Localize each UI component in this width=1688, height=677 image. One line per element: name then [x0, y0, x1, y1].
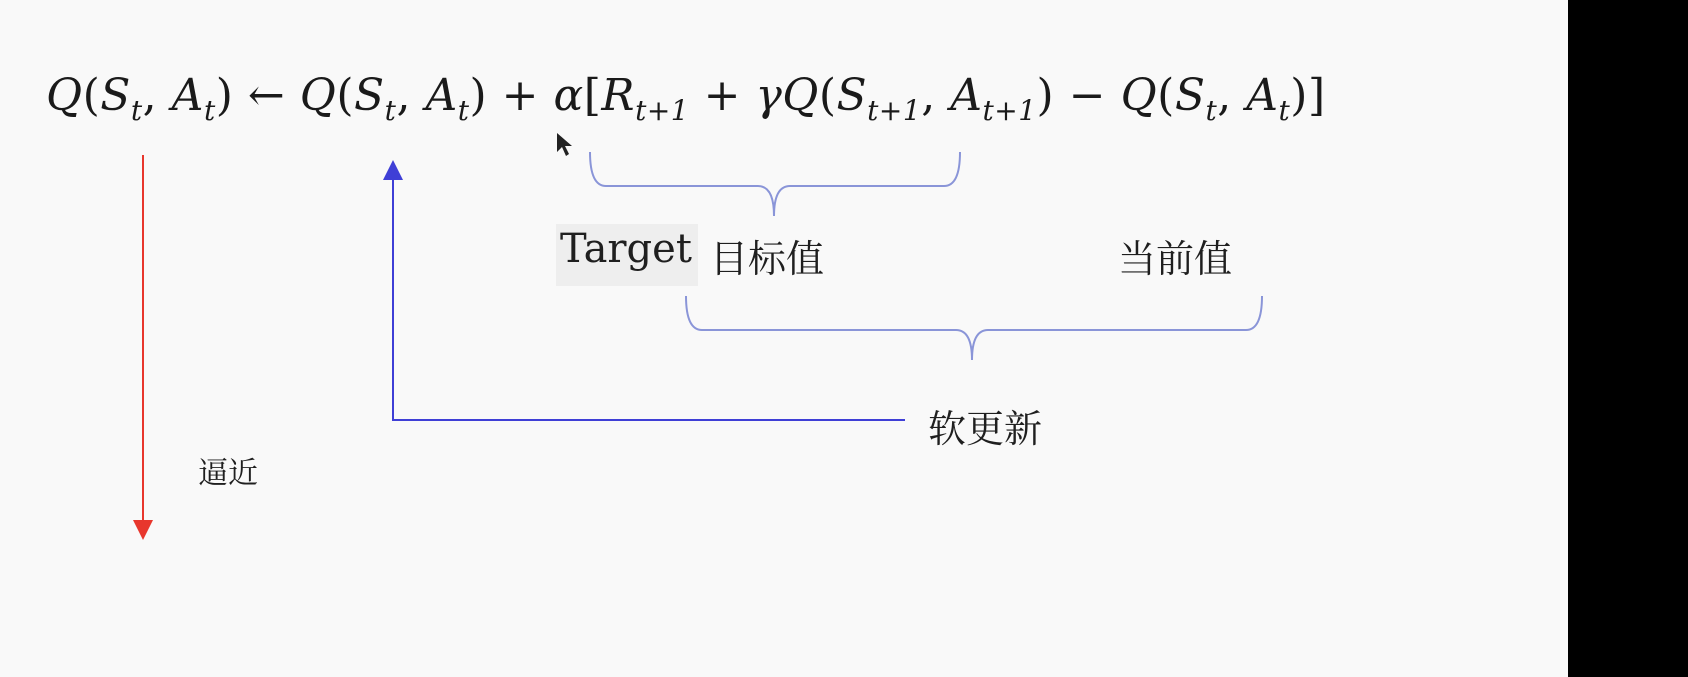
td-error-brace [686, 296, 1262, 360]
current-value-label: 当前值 [1118, 237, 1233, 281]
target-value-label: 目标值 [710, 237, 825, 281]
minus-sign: − [1068, 70, 1107, 121]
target-label: Target [556, 224, 698, 286]
rhs-q-value: $Q(S_t$, $A_t$) [299, 70, 488, 127]
soft-update-label: 软更新 [928, 407, 1043, 451]
assign-arrow: ← [247, 70, 286, 121]
mouse-cursor-icon [557, 133, 572, 156]
left-bracket: [ [583, 70, 602, 121]
discount-gamma: γ [755, 70, 783, 121]
plus-sign: + [501, 70, 540, 121]
right-bracket: ] [1307, 70, 1326, 121]
current-q-value: $Q(S_t$, $A_t$) [1120, 70, 1308, 127]
lhs-q-value: $Q(S_t$, $A_t$) [46, 70, 234, 127]
soft-update-arrow [393, 170, 905, 420]
learning-rate-alpha: α [553, 70, 584, 121]
target-brace [590, 152, 960, 216]
next-q-value: $Q(S_{t+1}$, $A_{t+1}$) [782, 70, 1055, 127]
approach-label: 逼近 [198, 456, 258, 491]
reward-term: $R_{t+1}$ [601, 70, 690, 127]
plus-sign-2: + [703, 70, 741, 121]
